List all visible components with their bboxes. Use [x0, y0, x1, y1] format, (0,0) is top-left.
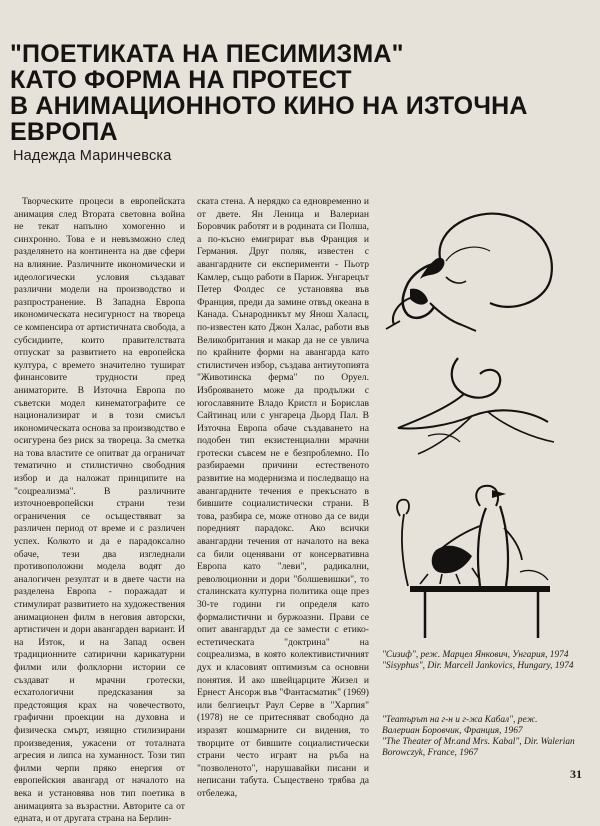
body-column-1	[14, 196, 185, 825]
title-line-4: ЕВРОПА	[10, 117, 118, 146]
body-column-2	[197, 196, 369, 799]
page-number: 31	[570, 767, 582, 781]
caption-sisyphus	[382, 650, 577, 672]
sisyphus-boulder-illustration	[380, 203, 565, 333]
title-line-1: "ПОЕТИКАТА НА ПЕСИМИЗМА"	[10, 39, 404, 68]
caption-2-bg: "Театърът на г-н и г-жа Кабал", реж. Валериан Боровчик, Франция, 1967	[382, 715, 538, 736]
column-1-text: Творческите процеси в европейската анимация след Втората световна война не текат напълно хомогенно и синхронно. Това е и невъзможно след разделянето на континента на две сфери на влияние. Различните икономически и идеологически условия създават различни модели на производство и разпространение. В Западна Европа икономическата несигурност на твореца се компенсира от артистичната свобода, а субсидиите, които правителствата отпускат за развитието на европейска култура, с времето значително тушират финансовите трудности пред аниматорите. В Източна Европа по съветски модел кинематографите се национализират и в този смисъл икономическата основа за производство е осигурена без риск за твореца. За сметка на това властите се опитват да ограничат тематично и стилистично свободния избор и да наложат принципите на "соцреализма". В различните източноевропейски страни тези ограничения се осъществяват за различен период от време и с различен успех. Колкото и да е парадоксално обаче, тези два изгледнали противоположни модела водят до аналогичен резултат и в двете части на разделена Европа - поражадат и стимулират развитието на художествения анимационен филм в неговия авторски, артистичен и дори авангарден вариант. И на Изток, и на Запад освен традиционните сатирични карикатурни филми или фолклорни истории се създават и мрачни гротески, есхатологични предсказания за предстоящия крах на човечеството, графични проекции на духовна и физическа смърт, изящно стилизирани произведения, ужасени от тоталната агресия и липса на хуманност. Този тип филми черпи пряко енергия от европейския авангард от началото на века и установява нов тип поетика в анимацията за възрастни. Авторите са от едната, и от другата страна на Берлин-	[14, 196, 185, 825]
caption-1-bg: "Сизиф", реж. Марцел Янкович, Унгария, 1974	[382, 650, 569, 660]
caption-kabal	[382, 715, 577, 759]
column-2-text: ската стена. А нерядко са едновременно и от двете. Ян Леница и Валериан Боровчик работят и в родината си Полша, а по-късно емигрират във Франция и Германия. Друг поляк, известен с авангардните си експерименти - Пьотр Камлер, също работи в Париж. Унгарецът Петер Фолдес се установява във Франция, преди да замине отвъд океана в Канада. Сънародникът му Янош Халасц, по-известен като Джон Халас, работи във Великобритания и макар да не се увлича по крайните форми на авангарда като стилистичен избор, създава антиутопията "Животинска ферма" по Оруел. Изброяването може да продължи с югославяните Владо Кристл и Борислав Сайтинац или с унгареца Дьорд Пал. В Източна Европа обаче създаването на подобен тип екзистенциални мрачни гротески съвсем не е безпроблемно. По разбираеми причини естественото развитие на модернизма и последващо на авангардните течения е прекъснато в бившите социалистически страни. В това, разбира се, може отново да се види поредният парадокс. Ако всички авангардни течения от началото на века са били оценявани от консервативна Европа като "леви", радикални, революционни и дори "болшевишки", то сталинската културна политика още през 30-те години ги определя като формалистични и буржоазни. Прави се опит авангардът да се замести с етико-естетическата "доктрина" на соцреализма, в която колективистичният дух и класовият оптимизъм са основни понятия. И ако швейцарците Жизел и Ернест Ансорж във "Фантасматик" (1969) или белгиецът Раул Серве в "Харпия" (1978) не се притесняват свободно да изразят кошмарните си видения, то творците от бившите социалистически страни често играят на ръба на "позволеното", нарушавайки писани и неписани табута. Съществено трябва да отбележа,	[197, 196, 369, 799]
title-line-2: КАТО ФОРМА НА ПРОТЕСТ	[10, 65, 352, 94]
title-line-3: В АНИМАЦИОННОТО КИНО НА ИЗТОЧНА	[10, 91, 528, 120]
abstract-swirl-illustration	[388, 350, 558, 460]
caption-1-en: "Sisyphus", Dir. Marcell Jankovics, Hungary, 1974	[382, 661, 574, 671]
caption-2-en: "The Theater of Mr.and Mrs. Kabal", Dir. Walerian Borowczyk, France, 1967	[382, 737, 575, 758]
kabal-theater-illustration	[380, 476, 570, 641]
article-title	[10, 41, 570, 145]
author-name: Надежда Маринчевска	[13, 148, 172, 164]
